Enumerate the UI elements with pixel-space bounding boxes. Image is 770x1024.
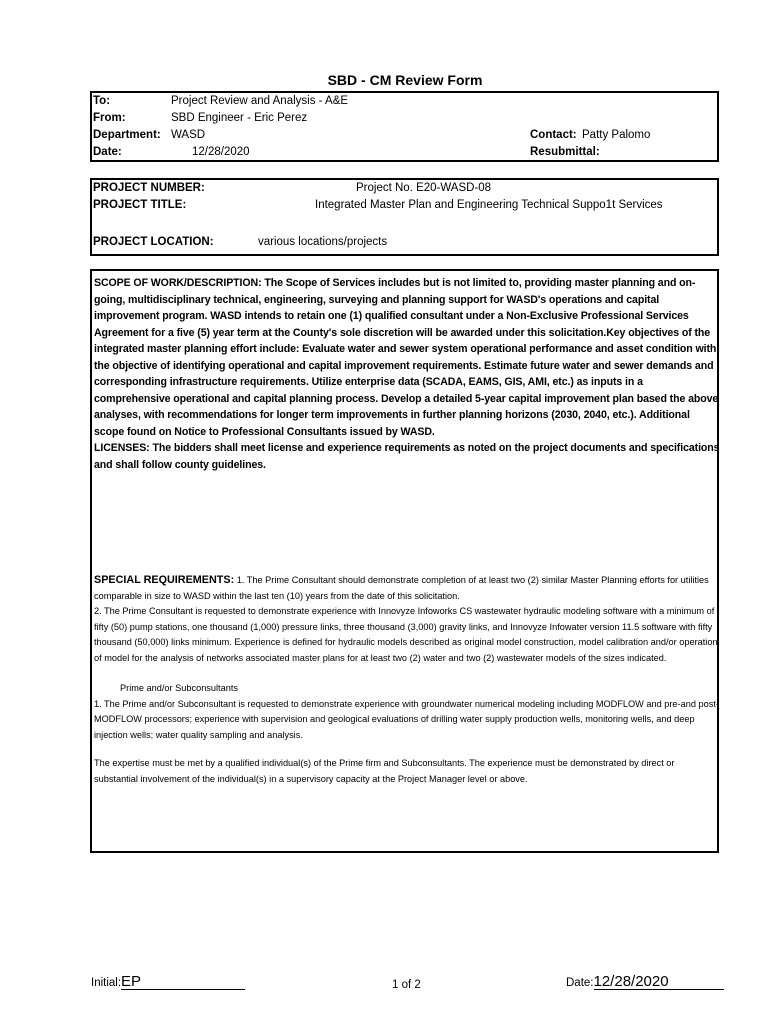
subconsultant-item-1: 1. The Prime and/or Subconsultant is requested to demonstrate experience with groundwater numerical modeling including MODFLOW and pre-and post-MODFLOW processors; experience with supervision and geological evaluations of drilling water supply production wells, monitoring wells, and deep injection wells; water quality sampling and analysis. <box>94 698 719 740</box>
licenses-text: LICENSES: The bidders shall meet license and experience requirements as noted on the project documents and specifications and shall follow county guidelines. <box>94 442 720 471</box>
resubmittal-label: Resubmittal: <box>530 146 600 158</box>
header-box <box>90 91 719 162</box>
initial-value: EP <box>121 975 245 990</box>
initial-label: Initial: <box>91 977 122 989</box>
date-value: 12/28/2020 <box>192 146 250 158</box>
from-value: SBD Engineer - Eric Perez <box>171 112 308 124</box>
project-title-value: Integrated Master Plan and Engineering Technical Suppo1t Services <box>315 199 663 211</box>
page-number: 1 of 2 <box>392 979 421 991</box>
special-requirements <box>94 573 720 787</box>
contact-label: Contact: <box>530 129 577 141</box>
project-number-label: PROJECT NUMBER: <box>93 182 205 194</box>
special-requirements-heading: SPECIAL REQUIREMENTS: <box>94 574 235 586</box>
department-label: Department: <box>93 129 161 141</box>
project-number-value: Project No. E20-WASD-08 <box>356 182 492 194</box>
project-title-label: PROJECT TITLE: <box>93 199 187 211</box>
to-value: Project Review and Analysis - A&E <box>171 95 349 107</box>
project-box <box>90 178 719 256</box>
subconsultants-heading: Prime and/or Subconsultants <box>120 683 238 693</box>
scope-of-work <box>94 275 720 473</box>
scope-text: SCOPE OF WORK/DESCRIPTION: The Scope of Services includes but is not limited to, providing master planning and on-going, multidisciplinary technical, engineering, surveying and planning support for WASD's operations and capital improvement program. WASD intends to retain one (1) qualified consultant under a Non-Exclusive Professional Services Agreement for a five (5) year term at the County's sole discretion will be awarded under this solicitation.Key objectives of the integrated master planning effort include: Evaluate water and sewer system operational performance and asset condition with the objective of identifying operational and capital improvement requirements. Estimate future water and sewer demands and corresponding infrastructure requirements. Utilize enterprise data (SCADA, EAMS, GIS, AMI, etc.) as inputs in a comprehensive operational and capital planning process. Develop a detailed 5-year capital improvement plan based the above analyses, with recommendations for longer term improvements in further planning horizons (2030, 2040, etc.). Additional scope found on Notice to Professional Consultants issued by WASD. <box>94 277 719 438</box>
footer-date-value: 12/28/2020 <box>594 975 724 990</box>
footer-date-label: Date: <box>566 977 594 989</box>
special-item-1-text: 1. The Prime Consultant should demonstrate completion of at least two (2) similar Master Planning efforts for utilities comparable in size to WASD within the last ten (10) years from the date of this solicitation. <box>94 575 709 601</box>
date-label: Date: <box>93 146 122 158</box>
date-field <box>566 975 724 990</box>
department-value: WASD <box>171 129 206 141</box>
initial-field <box>91 975 245 990</box>
form-title: SBD - CM Review Form <box>327 72 483 88</box>
from-label: From: <box>93 112 126 124</box>
expertise-text: The expertise must be met by a qualified individual(s) of the Prime firm and Subconsultants. The experience must be demonstrated by direct or substantial involvement of the individual(s) in a supervisory capacity at the Project Manager level or above. <box>94 758 675 784</box>
to-label: To: <box>93 95 111 107</box>
project-location-value: various locations/projects <box>258 236 388 248</box>
contact-value: Patty Palomo <box>582 129 651 141</box>
special-item-2: 2. The Prime Consultant is requested to demonstrate experience with Innovyze Infoworks CS wastewater hydraulic modeling software with a minimum of fifty (50) pump stations, one thousand (1,000) pressure links, three thousand (3,000) gravity links, and Innovyze Infowater version 11.5 software with fifty thousand (50,000) links minimum. Experience is defined for hydraulic models described as original model construction, model calibration and/or operation of model for the analysis of networks associated master plans for at least two (2) water and two (2) wastewater models of the sizes indicated. <box>94 606 718 663</box>
special-item-1 <box>94 573 720 604</box>
scope-box <box>90 269 719 853</box>
project-location-label: PROJECT LOCATION: <box>93 236 214 248</box>
